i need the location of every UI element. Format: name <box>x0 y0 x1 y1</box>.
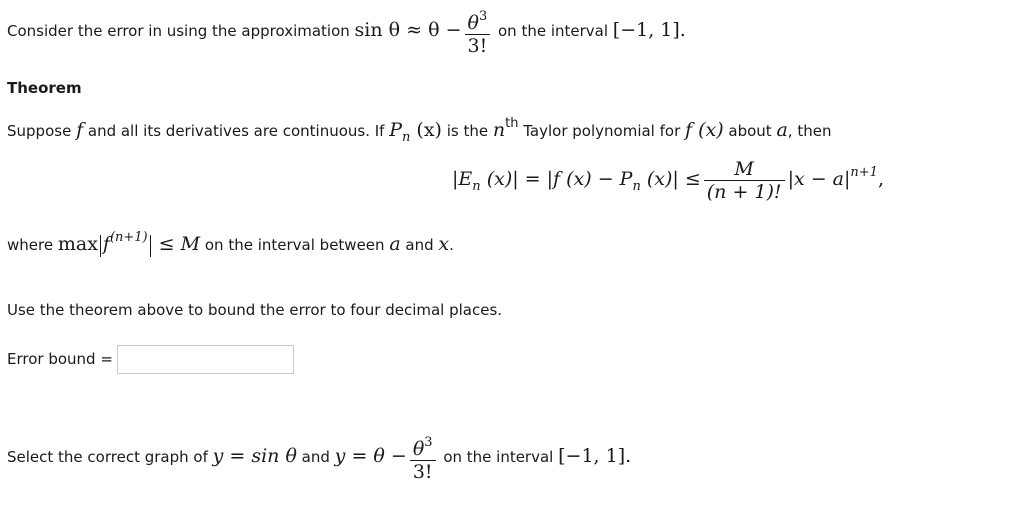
where-le-M: ≤ M <box>152 233 201 255</box>
theorem-P: P <box>389 119 403 141</box>
where-f-exp: (n+1) <box>109 230 148 245</box>
intro-frac-num: θ <box>467 12 479 34</box>
intro-fraction <box>465 6 491 57</box>
abs-bar-left <box>100 235 101 257</box>
where-and: and <box>400 236 439 254</box>
where-prefix: where <box>7 236 58 254</box>
theorem-th: th <box>505 116 519 131</box>
error-inequality <box>452 158 884 203</box>
select-frac-num: θ <box>412 438 425 460</box>
select-frac-exp: 3 <box>424 435 433 450</box>
select-prefix: Select the correct graph of <box>7 448 213 466</box>
theorem-about: about <box>723 122 777 140</box>
intro-prefix: Consider the error in using the approximation <box>7 22 355 40</box>
select-interval: [−1, 1]. <box>558 445 632 467</box>
select-y2: y = θ − <box>334 445 407 467</box>
select-graph-prompt <box>7 432 631 483</box>
ineq-lhs: |E <box>452 168 473 190</box>
select-frac-den: 3! <box>410 460 436 483</box>
error-bound-label: Error bound = <box>7 350 113 368</box>
where-period: . <box>449 236 454 254</box>
ineq-mid: (x)| = |f (x) − P <box>480 168 633 190</box>
where-f: f <box>102 233 110 255</box>
ineq-fraction <box>704 158 785 203</box>
intro-frac-den: 3! <box>465 34 491 57</box>
ineq-mid-sub: n <box>632 179 641 194</box>
abs-bar-right <box>150 235 151 257</box>
theorem-and-all: and all its derivatives are continuous. If <box>83 122 390 140</box>
intro-frac-exp: 3 <box>478 9 488 24</box>
theorem-a: a <box>776 119 788 141</box>
where-x: x <box>438 233 450 255</box>
intro-approx: sin θ ≈ θ − <box>354 19 462 41</box>
theorem-is-the: is the <box>441 122 493 140</box>
theorem-then: , then <box>787 122 832 140</box>
ineq-tail-exp: n+1 <box>850 165 878 180</box>
error-bound-input[interactable] <box>117 345 294 374</box>
where-a: a <box>389 233 401 255</box>
theorem-heading: Theorem <box>7 79 82 97</box>
select-and: and <box>296 448 335 466</box>
theorem-P-sub: n <box>402 130 411 145</box>
ineq-lhs-sub: n <box>472 179 481 194</box>
theorem-px: (x) <box>410 119 442 141</box>
intro-suffix: on the interval <box>493 22 613 40</box>
where-suffix: on the interval between <box>200 236 390 254</box>
select-suffix: on the interval <box>438 448 559 466</box>
select-y1: y = sin θ <box>212 445 297 467</box>
ineq-tail: |x − a| <box>787 168 851 190</box>
instruction-text: Use the theorem above to bound the error to four decimal places. <box>7 301 503 319</box>
intro-sentence <box>7 6 686 57</box>
theorem-fx: f (x) <box>685 119 724 141</box>
theorem-f: f <box>76 119 84 141</box>
ineq-frac-den: (n + 1)! <box>704 180 785 203</box>
ineq-frac-num: M <box>734 158 754 180</box>
intro-interval: [−1, 1]. <box>612 19 686 41</box>
where-max: max <box>57 233 98 255</box>
theorem-n: n <box>492 119 506 141</box>
where-condition <box>7 230 454 257</box>
ineq-comma: , <box>877 168 885 190</box>
select-fraction <box>410 432 436 483</box>
theorem-statement <box>7 116 831 145</box>
theorem-suppose: Suppose <box>7 122 77 140</box>
theorem-taylor: Taylor polynomial for <box>518 122 686 140</box>
ineq-rhs-pre: (x)| ≤ <box>640 168 701 190</box>
error-bound-row <box>7 345 294 374</box>
